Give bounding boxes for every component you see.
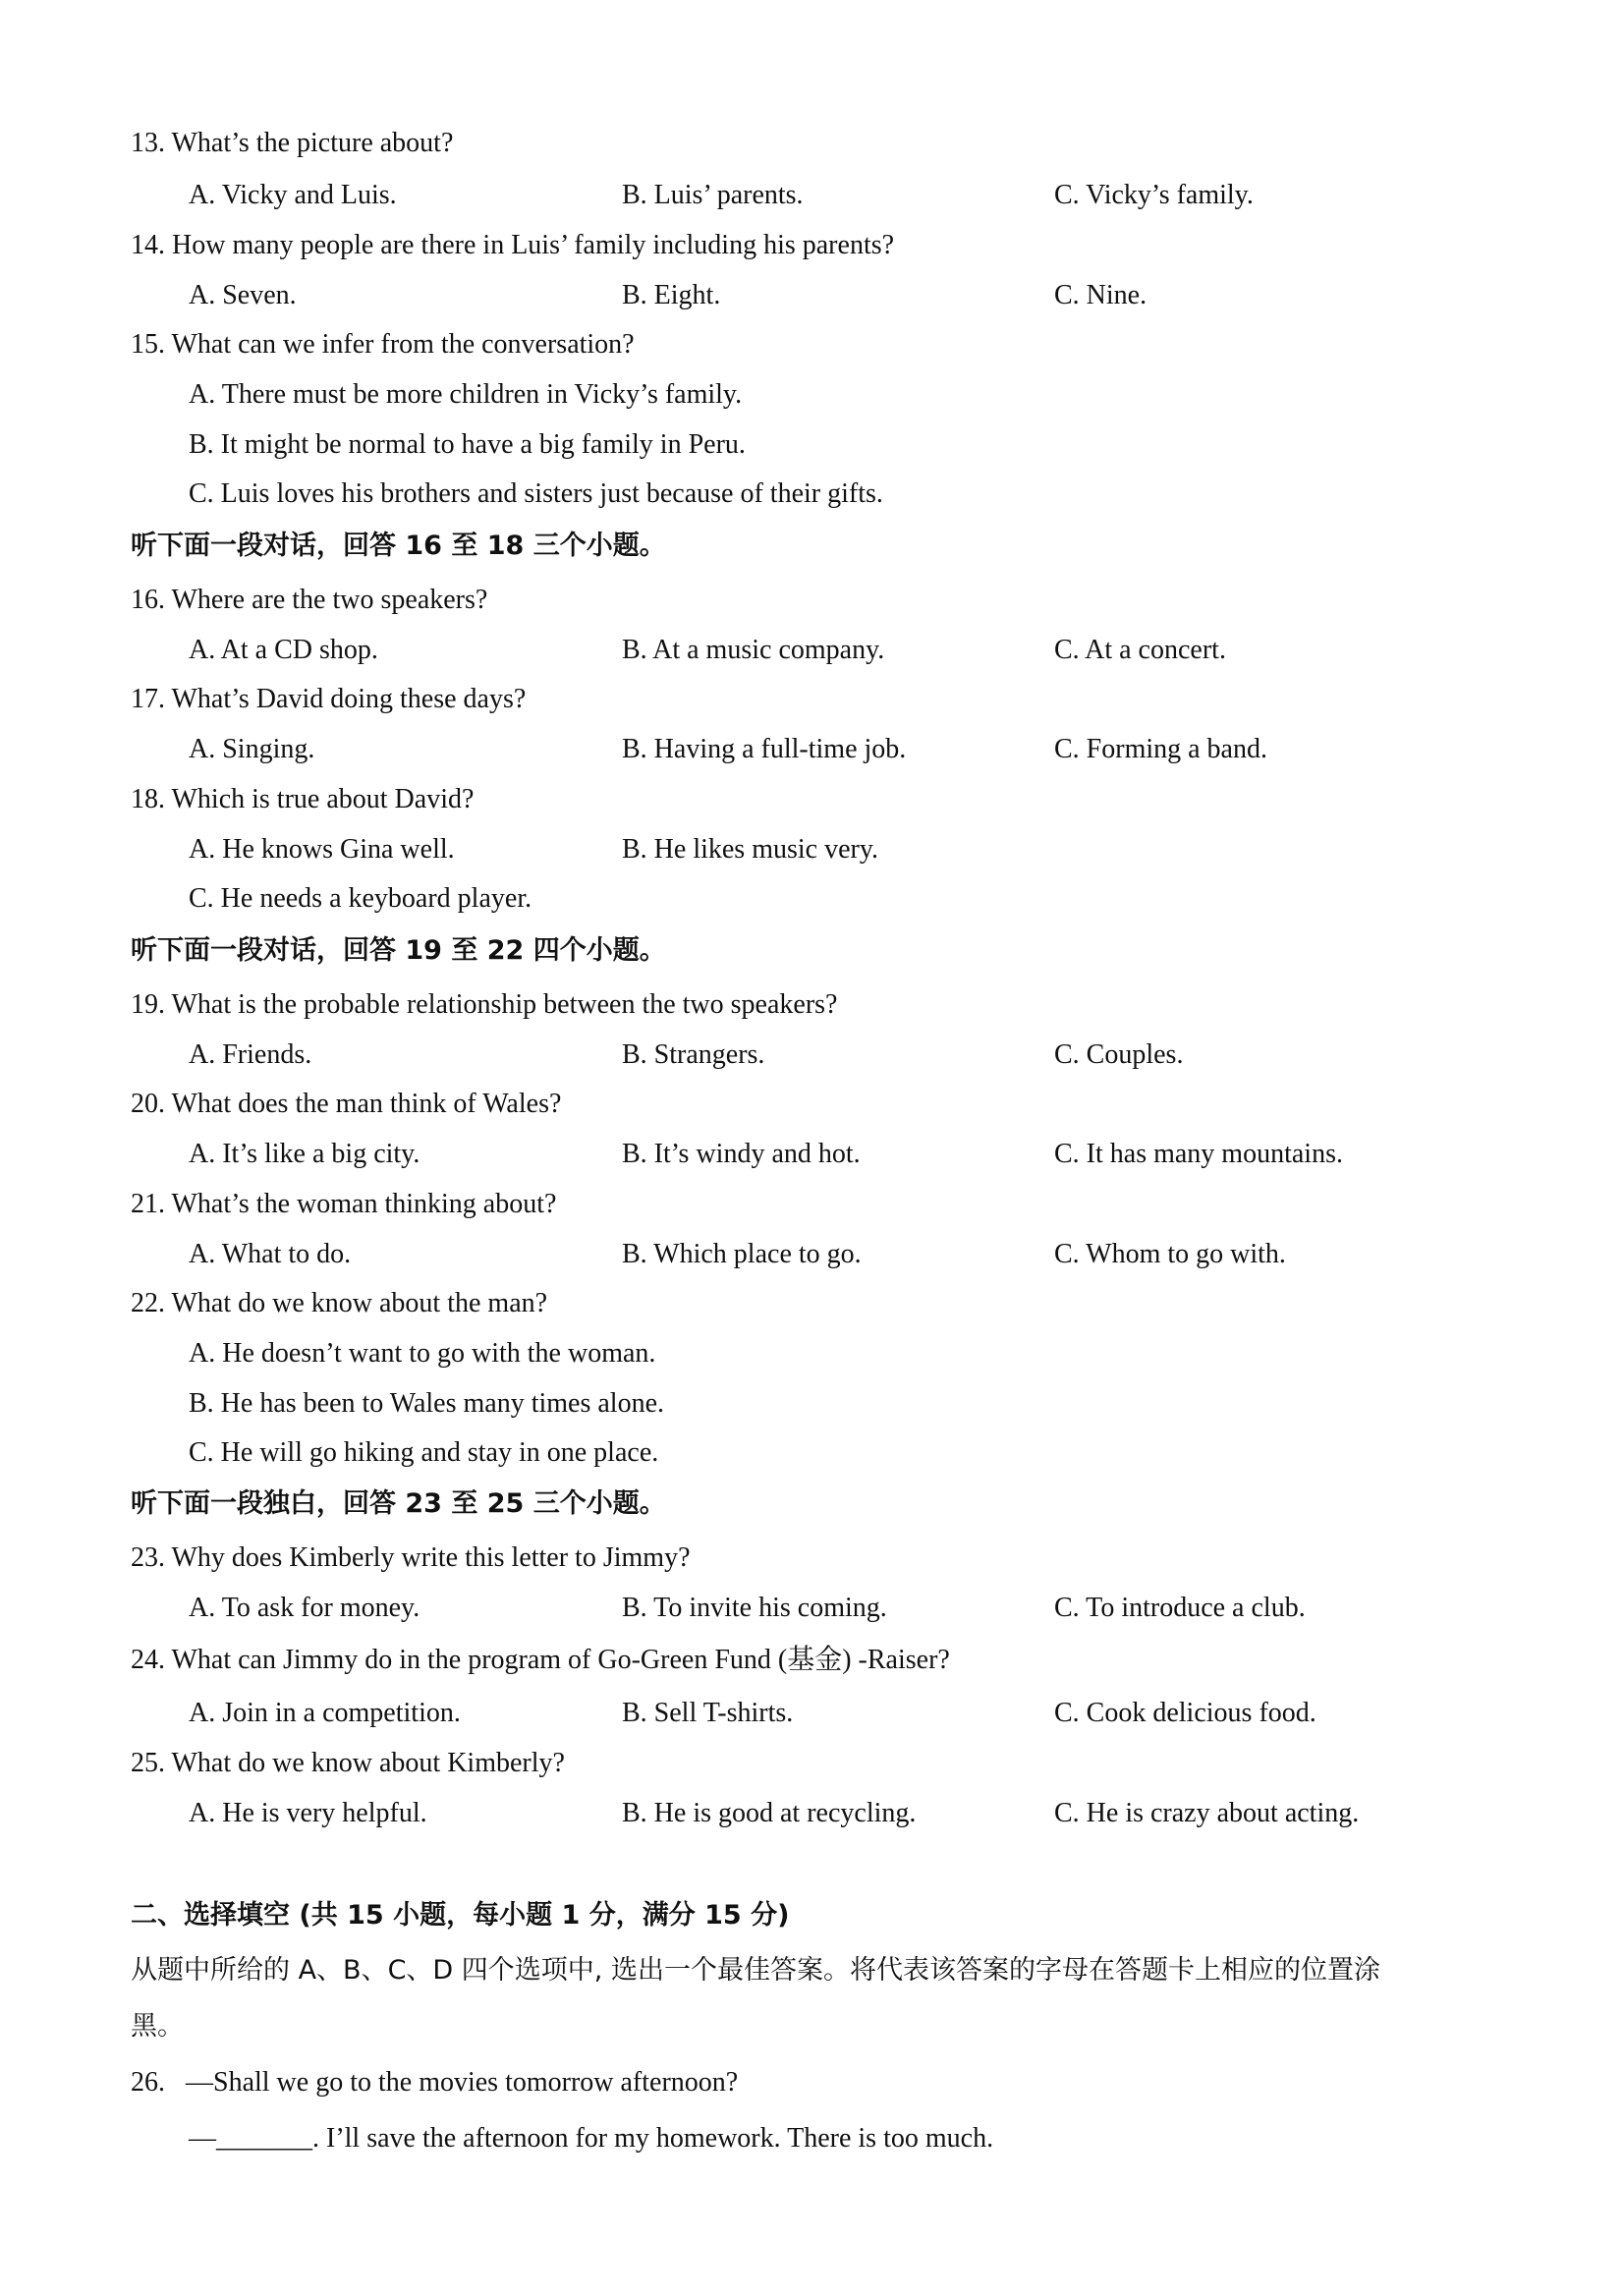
question-stem: 17. What’s David doing these days? <box>131 684 527 714</box>
part-title: 二、选择填空 (共 15 小题，每小题 1 分，满分 15 分) <box>131 1900 790 1931</box>
option-a: A. He doesn’t want to go with the woman. <box>189 1338 656 1369</box>
option-c: C. Couples. <box>1054 1039 1184 1070</box>
option-a: A. To ask for money. <box>189 1593 420 1623</box>
option-b: B. Sell T-shirts. <box>622 1698 794 1728</box>
question-stem: 20. What does the man think of Wales? <box>131 1089 562 1119</box>
option-b: B. It might be normal to have a big family in Peru. <box>189 429 746 460</box>
part-instruction-continued: 黑。 <box>131 2011 184 2042</box>
part-instruction: 从题中所给的 A、B、C、D 四个选项中, 选出一个最佳答案。将代表该答案的字母在答题卡上相应的位置涂 <box>131 1955 1380 1986</box>
option-c: C. Luis loves his brothers and sisters just because of their gifts. <box>189 478 883 509</box>
section-header: 听下面一段对话，回答 16 至 18 三个小题。 <box>131 531 666 561</box>
option-c: C. It has many mountains. <box>1054 1139 1343 1169</box>
option-c: C. To introduce a club. <box>1054 1593 1306 1623</box>
option-c: C. Forming a band. <box>1054 734 1267 764</box>
option-a: A. Seven. <box>189 280 297 310</box>
question-26-stem: 26. —Shall we go to the movies tomorrow afternoon? <box>131 2067 739 2098</box>
option-c: C. Nine. <box>1054 280 1147 310</box>
option-c: C. He is crazy about acting. <box>1054 1798 1360 1828</box>
option-b: B. Having a full-time job. <box>622 734 907 764</box>
option-a: A. It’s like a big city. <box>189 1139 420 1169</box>
option-a: A. At a CD shop. <box>189 635 378 665</box>
section-header: 听下面一段独白，回答 23 至 25 三个小题。 <box>131 1488 666 1519</box>
question-stem: 18. Which is true about David? <box>131 784 475 814</box>
option-a: A. What to do. <box>189 1239 352 1269</box>
question-26-response: —_______. I’ll save the afternoon for my homework. There is too much. <box>189 2123 994 2154</box>
question-stem: 25. What do we know about Kimberly? <box>131 1748 565 1778</box>
section-header: 听下面一段对话，回答 19 至 22 四个小题。 <box>131 935 666 966</box>
option-c: C. Whom to go with. <box>1054 1239 1286 1269</box>
question-stem: 22. What do we know about the man? <box>131 1288 548 1318</box>
option-c: C. He will go hiking and stay in one place. <box>189 1437 659 1468</box>
option-b: B. Eight. <box>622 280 721 310</box>
question-stem: 16. Where are the two speakers? <box>131 585 488 615</box>
question-stem: 23. Why does Kimberly write this letter to Jimmy? <box>131 1542 691 1573</box>
option-b: B. Strangers. <box>622 1039 765 1070</box>
option-c: C. He needs a keyboard player. <box>189 883 532 914</box>
option-a: A. There must be more children in Vicky’s family. <box>189 379 743 410</box>
question-stem: 14. How many people are there in Luis’ family including his parents? <box>131 230 895 260</box>
option-a: A. He is very helpful. <box>189 1798 427 1828</box>
option-c: C. Vicky’s family. <box>1054 180 1254 210</box>
option-b: B. He likes music very. <box>622 834 879 865</box>
question-stem: 15. What can we infer from the conversation? <box>131 329 635 360</box>
option-a: A. Singing. <box>189 734 315 764</box>
option-a: A. He knows Gina well. <box>189 834 455 865</box>
question-stem: 21. What’s the woman thinking about? <box>131 1189 557 1219</box>
option-c: C. At a concert. <box>1054 635 1226 665</box>
question-stem: 24. What can Jimmy do in the program of Go-Green Fund (基金) -Raiser? <box>131 1645 950 1675</box>
option-b: B. To invite his coming. <box>622 1593 887 1623</box>
option-b: B. It’s windy and hot. <box>622 1139 861 1169</box>
option-c: C. Cook delicious food. <box>1054 1698 1316 1728</box>
option-b: B. Luis’ parents. <box>622 180 804 210</box>
question-stem: 19. What is the probable relationship between the two speakers? <box>131 989 838 1020</box>
option-a: A. Friends. <box>189 1039 312 1070</box>
option-b: B. Which place to go. <box>622 1239 862 1269</box>
option-b: B. At a music company. <box>622 635 885 665</box>
option-b: B. He has been to Wales many times alone. <box>189 1388 664 1419</box>
option-a: A. Vicky and Luis. <box>189 180 397 210</box>
question-stem: 13. What’s the picture about? <box>131 128 454 158</box>
option-a: A. Join in a competition. <box>189 1698 461 1728</box>
option-b: B. He is good at recycling. <box>622 1798 917 1828</box>
